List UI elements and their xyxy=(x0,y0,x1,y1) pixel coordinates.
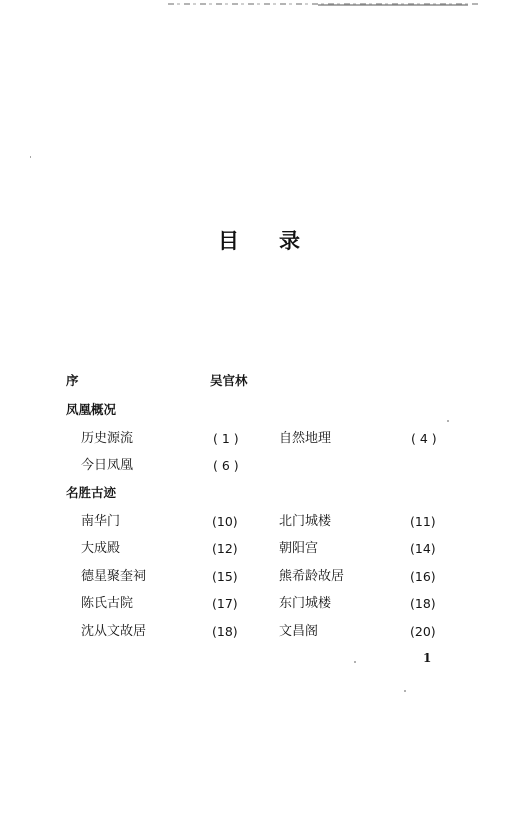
scan-speck xyxy=(354,661,356,663)
section-heading xyxy=(0,484,505,504)
toc-row xyxy=(0,623,505,643)
section-heading-text: 凤凰概况 xyxy=(66,402,117,417)
toc-entry-page: (18) xyxy=(410,596,436,611)
toc-entry-page: ( 6 ) xyxy=(213,458,239,473)
section-heading-text: 名胜古迹 xyxy=(66,485,117,500)
toc-entry-page: (15) xyxy=(212,569,238,584)
scan-speck xyxy=(404,690,406,692)
toc-row xyxy=(0,568,505,588)
toc-entry-title[interactable]: 自然地理 xyxy=(279,431,332,446)
toc-entry-page: (10) xyxy=(212,514,238,529)
preface-author: 吴官林 xyxy=(210,373,248,388)
preface-label: 序 xyxy=(66,373,79,388)
toc-entry-title[interactable]: 北门城楼 xyxy=(279,514,332,529)
toc-row xyxy=(0,513,505,533)
toc-row xyxy=(0,430,505,450)
toc-entry-page: (20) xyxy=(410,624,436,639)
preface-line xyxy=(0,372,505,392)
page-title xyxy=(0,228,505,258)
toc-entry-title[interactable]: 东门城楼 xyxy=(279,596,332,611)
toc-entry-title[interactable]: 历史源流 xyxy=(81,431,134,446)
toc-entry-title[interactable]: 大成殿 xyxy=(81,541,121,556)
toc-entry-page: (14) xyxy=(410,541,436,556)
toc-entry-page: (16) xyxy=(410,569,436,584)
toc-entry-page: (18) xyxy=(212,624,238,639)
toc-row xyxy=(0,540,505,560)
page-number: 1 xyxy=(423,651,432,665)
title-char-1: 目 xyxy=(218,229,239,253)
toc-entry-title[interactable]: 德星聚奎祠 xyxy=(81,569,147,584)
toc-entry-page: (11) xyxy=(410,514,436,529)
toc-entry-title[interactable]: 文昌阁 xyxy=(279,624,319,639)
toc-entry-page: ( 1 ) xyxy=(213,431,239,446)
scan-speck xyxy=(447,420,449,422)
toc-row xyxy=(0,595,505,615)
section-heading xyxy=(0,401,505,421)
toc-entry-page: (17) xyxy=(212,596,238,611)
toc-entry-page: (12) xyxy=(212,541,238,556)
toc-row xyxy=(0,457,505,477)
toc-entry-title[interactable]: 朝阳宫 xyxy=(279,541,319,556)
toc-entry-title[interactable]: 沈从文故居 xyxy=(81,624,147,639)
toc-entry-title[interactable]: 今日凤凰 xyxy=(81,458,134,473)
title-char-2: 录 xyxy=(279,229,300,253)
scan-artifact-dark xyxy=(318,4,468,6)
toc-entry-title[interactable]: 南华门 xyxy=(81,514,121,529)
toc-entry-title[interactable]: 熊希龄故居 xyxy=(279,569,345,584)
toc-entry-page: ( 4 ) xyxy=(411,431,437,446)
toc-entry-title[interactable]: 陈氏古院 xyxy=(81,596,134,611)
scan-speck xyxy=(30,156,31,158)
